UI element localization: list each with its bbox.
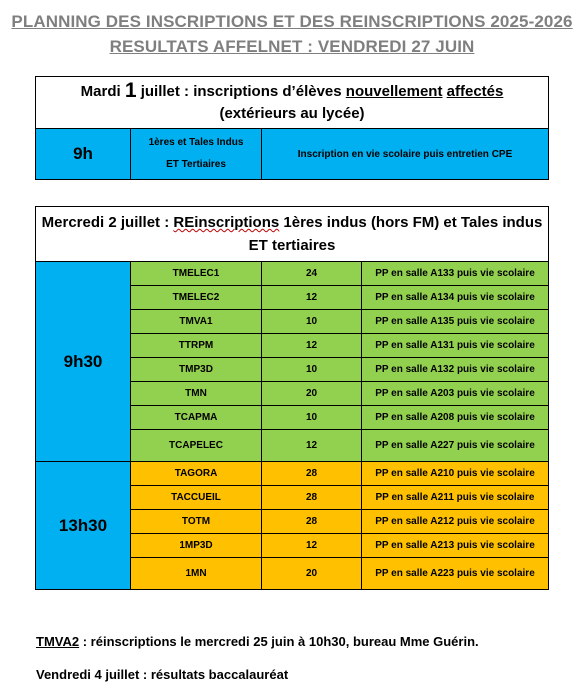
room-info: PP en salle A212 puis vie scolaire <box>362 510 549 534</box>
afternoon-time: 13h30 <box>36 462 131 590</box>
student-count: 12 <box>262 286 362 310</box>
room-info: PP en salle A210 puis vie scolaire <box>362 462 549 486</box>
student-count: 12 <box>262 430 362 462</box>
room-info: PP en salle A131 puis vie scolaire <box>362 334 549 358</box>
afternoon-row <box>36 462 549 486</box>
class-name: TAGORA <box>131 462 262 486</box>
student-count: 28 <box>262 486 362 510</box>
room-info: PP en salle A211 puis vie scolaire <box>362 486 549 510</box>
room-info: PP en salle A133 puis vie scolaire <box>362 262 549 286</box>
class-name: TMVA1 <box>131 310 262 334</box>
student-count: 10 <box>262 406 362 430</box>
student-count: 12 <box>262 534 362 558</box>
student-count: 10 <box>262 310 362 334</box>
tuesday-header: Mardi 1 juillet : inscriptions d’élèves nouvellement affectés (extérieurs au lycée) <box>36 77 549 129</box>
affelnet-results-title: RESULTATS AFFELNET : VENDREDI 27 JUIN <box>109 37 475 56</box>
class-name: TCAPMA <box>131 406 262 430</box>
room-info: PP en salle A134 puis vie scolaire <box>362 286 549 310</box>
student-count: 24 <box>262 262 362 286</box>
room-info: PP en salle A135 puis vie scolaire <box>362 310 549 334</box>
student-count: 12 <box>262 334 362 358</box>
morning-time: 9h30 <box>36 262 131 462</box>
class-name: TMN <box>131 382 262 406</box>
tmva2-note: TMVA2 : réinscriptions le mercredi 25 juin à 10h30, bureau Mme Guérin. <box>36 634 479 649</box>
class-name: TMELEC2 <box>131 286 262 310</box>
class-name: TTRPM <box>131 334 262 358</box>
class-name: TACCUEIL <box>131 486 262 510</box>
student-count: 28 <box>262 510 362 534</box>
tuesday-time: 9h <box>36 129 131 180</box>
room-info: PP en salle A227 puis vie scolaire <box>362 430 549 462</box>
student-count: 20 <box>262 558 362 590</box>
room-info: PP en salle A203 puis vie scolaire <box>362 382 549 406</box>
room-info: PP en salle A213 puis vie scolaire <box>362 534 549 558</box>
student-count: 10 <box>262 358 362 382</box>
tuesday-classes: 1ères et Tales Indus ET Tertiaires <box>131 129 262 180</box>
wednesday-table <box>35 206 549 590</box>
room-info: PP en salle A132 puis vie scolaire <box>362 358 549 382</box>
wednesday-header: Mercredi 2 juillet : REinscriptions 1ères indus (hors FM) et Tales indus ET tertiaires <box>36 207 549 262</box>
student-count: 20 <box>262 382 362 406</box>
class-name: 1MP3D <box>131 534 262 558</box>
tuesday-table <box>35 76 549 180</box>
student-count: 28 <box>262 462 362 486</box>
class-name: 1MN <box>131 558 262 590</box>
class-name: TMELEC1 <box>131 262 262 286</box>
morning-row <box>36 262 549 286</box>
planning-title: PLANNING DES INSCRIPTIONS ET DES REINSCRIPTIONS 2025-2026 <box>11 12 573 31</box>
class-name: TMP3D <box>131 358 262 382</box>
tuesday-info: Inscription en vie scolaire puis entretien CPE <box>262 129 549 180</box>
room-info: PP en salle A223 puis vie scolaire <box>362 558 549 590</box>
room-info: PP en salle A208 puis vie scolaire <box>362 406 549 430</box>
class-name: TOTM <box>131 510 262 534</box>
bac-results-note: Vendredi 4 juillet : résultats baccalauréat <box>36 667 289 682</box>
class-name: TCAPELEC <box>131 430 262 462</box>
